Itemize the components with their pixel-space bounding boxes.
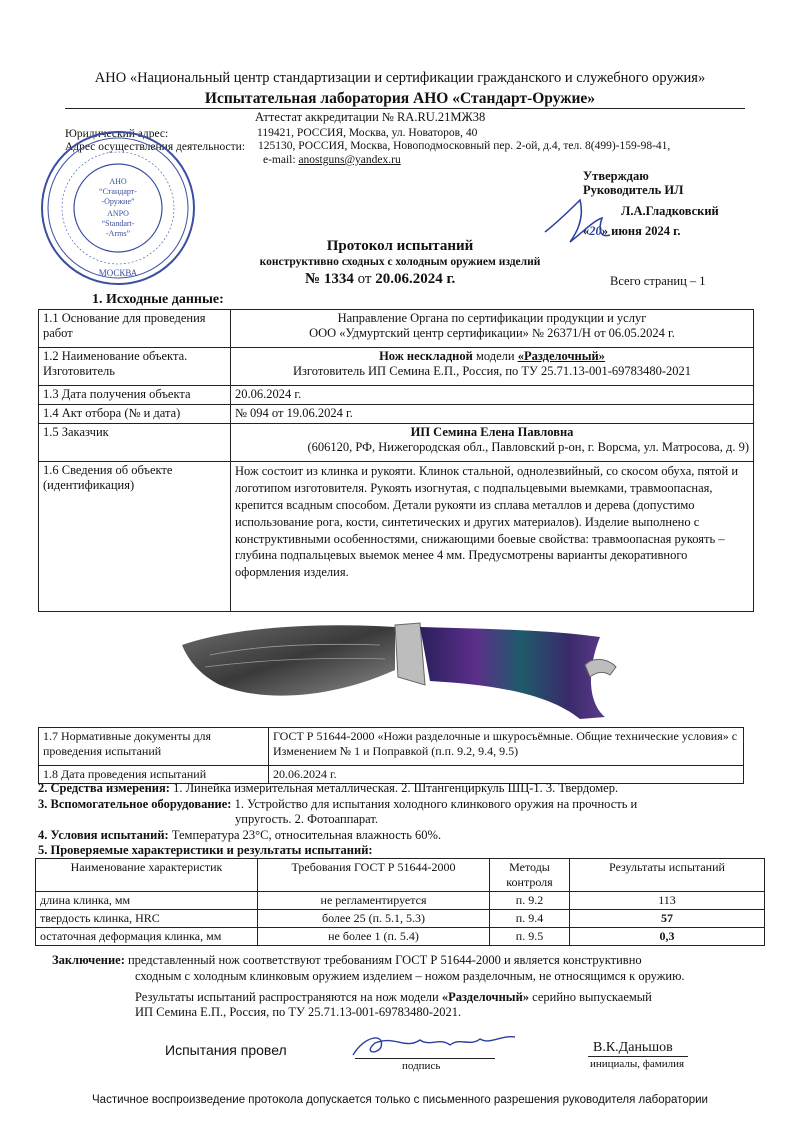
row-label: 1.3 Дата получения объекта [39, 386, 231, 405]
row-value: 20.06.2024 г. [269, 766, 744, 784]
row-value: 20.06.2024 г. [231, 386, 754, 405]
extension-line2: ИП Семина Е.П., Россия, по ТУ 25.71.13-001-69783480-2021. [135, 1005, 462, 1019]
activity-address-label: Адрес осуществления деятельности: [65, 141, 246, 153]
row-value: Нож нескладной модели «Разделочный» Изготовитель ИП Семина Е.П., Россия, по ТУ 25.71.13-001-69783480-2021 [231, 348, 754, 386]
email-label: e-mail: [263, 154, 296, 166]
section3-cont: упругость. 2. Фотоаппарат. [235, 812, 379, 826]
cell-req: более 25 (п. 5.1, 5.3) [258, 910, 490, 928]
lab-stamp [38, 128, 198, 288]
col-header: Методы контроля [490, 859, 570, 892]
accreditation: Аттестат аккредитации № RA.RU.21МЖ38 [255, 110, 486, 124]
row-label: 1.4 Акт отбора (№ и дата) [39, 405, 231, 424]
approve-date-rest: » июня 2024 г. [601, 224, 681, 238]
stamp-text-1: АНО [109, 177, 127, 186]
stamp-text-3: -Оружие” [101, 197, 135, 206]
total-pages: Всего страниц – 1 [610, 274, 706, 288]
cell-method: п. 9.4 [490, 910, 570, 928]
protocol-date: 20.06.2024 г. [375, 271, 456, 287]
footer-note: Частичное воспроизведение протокола допускается только с письменного разрешения руководителя лаборатории [92, 1094, 708, 1106]
section4: 4. Условия испытаний: Температура 23°С, относительная влажность 60%. [38, 828, 442, 842]
row-value: ИП Семина Елена Павловна (606120, РФ, Нижегородская обл., Павловский р-он, г. Ворсма, ул. Матросова, д. 9) [231, 424, 754, 462]
approve-date-day: 20 [589, 224, 602, 238]
table-row [36, 892, 765, 910]
section1b-table [38, 727, 744, 784]
activity-address: 125130, РОССИЯ, Москва, Новоподмосковный пер. 2-ой, д.4, тел. 8(499)-159-98-41, [258, 140, 671, 152]
email-line [263, 154, 401, 166]
section1-heading: 1. Исходные данные: [92, 292, 224, 307]
cell-name: остаточная деформация клинка, мм [36, 928, 258, 946]
section5-heading: 5. Проверяемые характеристики и результаты испытаний: [38, 843, 373, 857]
knife-photo [180, 615, 620, 725]
row-label: 1.2 Наименование объекта. Изготовитель [39, 348, 231, 386]
row-label: 1.6 Сведения об объекте (идентификация) [39, 462, 231, 612]
table-row [39, 310, 754, 348]
table-row [39, 462, 754, 612]
email-link[interactable]: anostguns@yandex.ru [298, 154, 401, 166]
approve-role: Руководитель ИЛ [583, 183, 684, 197]
results-table [35, 858, 765, 946]
legal-address-label: Юридический адрес: [65, 128, 169, 140]
conclusion-line2: сходным с холодным клинковым оружием изделием – ножом разделочным, не относящимся к оружию. [135, 969, 685, 983]
cell-result: 0,3 [570, 928, 765, 946]
protocol-number: № 1334 [305, 271, 354, 287]
approver-name: Л.А.Гладковский [621, 204, 719, 218]
cell-method: п. 9.5 [490, 928, 570, 946]
protocol-number-line [305, 271, 455, 288]
cell-name: длина клинка, мм [36, 892, 258, 910]
header-divider [65, 108, 745, 109]
col-header: Результаты испытаний [570, 859, 765, 892]
org-name: АНО «Национальный центр стандартизации и сертификации гражданского и служебного оружия» [94, 70, 706, 86]
cell-req: не регламентируется [258, 892, 490, 910]
col-header: Наименование характеристик [36, 859, 258, 892]
row-value: Направление Органа по сертификации продукции и услуг ООО «Удмуртский центр сертификации» № 26371/Н от 06.05.2024 г. [231, 310, 754, 348]
protocol-title: Протокол испытаний [326, 238, 474, 254]
cell-method: п. 9.2 [490, 892, 570, 910]
cell-name: твердость клинка, HRC [36, 910, 258, 928]
row-value: № 094 от 19.06.2024 г. [231, 405, 754, 424]
table-row [39, 728, 744, 766]
extension-line1: Результаты испытаний распространяются на нож модели «Разделочный» серийно выпускаемый [135, 990, 652, 1004]
performed-by-label: Испытания провел [165, 1042, 287, 1058]
stamp-text-2: “Стандарт- [99, 187, 137, 196]
row-label: 1.1 Основание для проведения работ [39, 310, 231, 348]
tester-name: В.К.Даньшов [593, 1040, 673, 1055]
section3: 3. Вспомогательное оборудование: 1. Устройство для испытания холодного клинкового оружия на прочность и [38, 797, 638, 811]
name-label: инициалы, фамилия [590, 1058, 685, 1070]
row-label: 1.7 Нормативные документы для проведения испытаний [39, 728, 269, 766]
table-row [39, 424, 754, 462]
signature-label: подпись [402, 1060, 441, 1072]
legal-address: 119421, РОССИЯ, Москва, ул. Новаторов, 40 [257, 127, 478, 139]
stamp-text-6: -Arms” [106, 229, 130, 238]
section2: 2. Средства измерения: 1. Линейка измерительная металлическая. 2. Штангенциркуль ШЦ-1. 3. Твердомер. [38, 781, 619, 795]
table-row [39, 405, 754, 424]
name-line [588, 1056, 688, 1057]
col-header: Требования ГОСТ Р 51644-2000 [258, 859, 490, 892]
approve-date-open: « [583, 224, 590, 238]
protocol-subtitle: конструктивно сходных с холодным оружием изделий [259, 256, 541, 268]
table-header-row [36, 859, 765, 892]
signature-line [355, 1058, 495, 1059]
cell-result: 113 [570, 892, 765, 910]
table-row [39, 348, 754, 386]
row-value: ГОСТ Р 51644-2000 «Ножи разделочные и шкуросъёмные. Общие технические условия» с Изменением № 1 и Поправкой (п.п. 9.2, 9.4, 9.5) [269, 728, 744, 766]
table-row [36, 928, 765, 946]
cell-req: не более 1 (п. 5.4) [258, 928, 490, 946]
cell-result: 57 [570, 910, 765, 928]
stamp-text-5: “Standart- [101, 219, 135, 228]
protocol-from: от [357, 271, 372, 287]
approve-label: Утверждаю [583, 169, 649, 183]
row-label: 1.8 Дата проведения испытаний [39, 766, 269, 784]
conclusion-line1: Заключение: представленный нож соответствуют требованиям ГОСТ Р 51644-2000 и является конструктивно [52, 953, 642, 967]
row-value: Нож состоит из клинка и рукояти. Клинок стальной, однолезвийный, со скосом обуха, пятой и логотипом изготовителя. Рукоять изогнутая, с подпальцевыми выемками, травмоопасная, крепится всадным способом. Детали рукояти из сплава металлов и дерева (допустимо использование рога, кости, синтетических и других материалов). Изделие выполнено с конструктивными особенностями, снижающими боевые свойства: травмоопасная рукоять – глубина подпальцевых выемок менее 4 мм. Предусмотрены варианты декоративного оформления изделия. [231, 462, 754, 612]
stamp-ring-bottom: МОСКВА [98, 268, 138, 278]
stamp-text-4: ANPO [107, 209, 129, 218]
row-label: 1.5 Заказчик [39, 424, 231, 462]
lab-name: Испытательная лаборатория АНО «Стандарт-Оружие» [204, 90, 596, 107]
table-row [36, 910, 765, 928]
table-row [39, 386, 754, 405]
section1-table [38, 309, 754, 612]
